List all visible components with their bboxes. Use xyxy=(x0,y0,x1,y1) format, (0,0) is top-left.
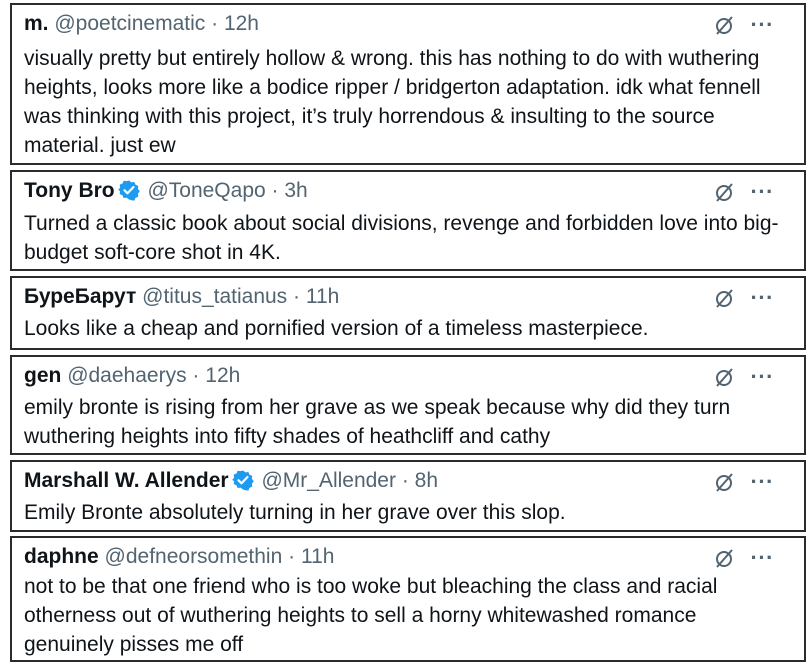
tweet-card[interactable] xyxy=(10,170,806,271)
tweet-actions xyxy=(713,468,774,496)
more-icon[interactable]: ··· xyxy=(750,179,774,204)
timestamp[interactable]: 11h xyxy=(300,545,335,568)
author-handle[interactable]: @Mr_Allender xyxy=(261,469,396,492)
tweet-card[interactable] xyxy=(10,536,806,662)
author-handle[interactable]: @titus_tatianus xyxy=(142,285,288,308)
separator-dot: · xyxy=(211,12,219,35)
timestamp[interactable]: 8h xyxy=(414,469,439,492)
tweet-card[interactable] xyxy=(10,3,806,165)
tweet-text: Looks like a cheap and pornified version of a timeless masterpiece. xyxy=(24,317,649,340)
separator-dot: · xyxy=(192,364,200,387)
timestamp[interactable]: 12h xyxy=(223,12,259,35)
author-handle[interactable]: @ToneQapo xyxy=(147,179,266,202)
tweet-card[interactable] xyxy=(10,460,806,532)
tweet-header xyxy=(24,468,694,494)
tweet-header xyxy=(24,363,694,389)
more-icon[interactable]: ··· xyxy=(750,12,774,37)
more-icon[interactable]: ··· xyxy=(750,469,774,494)
tweet-text: emily bronte is rising from her grave as we speak because why did they turn wuthering heights into fifty shades of heathcliff and cathy xyxy=(24,396,731,448)
grok-icon[interactable] xyxy=(713,14,735,36)
more-icon[interactable]: ··· xyxy=(750,364,774,389)
tweet-header xyxy=(24,284,694,310)
author-name[interactable]: daphne xyxy=(24,545,99,568)
separator-dot: · xyxy=(293,285,301,308)
author-name[interactable]: gen xyxy=(24,364,62,387)
grok-icon[interactable] xyxy=(713,366,735,388)
separator-dot: · xyxy=(288,545,296,568)
grok-icon[interactable] xyxy=(713,547,735,569)
tweet-header xyxy=(24,11,694,37)
tweet-text: Turned a classic book about social divisions, revenge and forbidden love into big-budget soft-core shot in 4K. xyxy=(24,212,779,264)
verified-badge-icon xyxy=(232,469,254,491)
tweet-actions xyxy=(713,11,774,39)
timestamp[interactable]: 11h xyxy=(305,285,340,308)
more-icon[interactable]: ··· xyxy=(750,545,774,570)
timestamp[interactable]: 3h xyxy=(284,179,308,202)
tweet-text: visually pretty but entirely hollow & wrong. this has nothing to do with wuthering heights, looks more like a bodice ripper / bridgerton adaptation. idk what fennell was thinking with this project, it’s truly horrendous & insulting to the source material. just ew xyxy=(24,47,761,157)
tweet-header xyxy=(24,544,694,570)
tweet-actions xyxy=(713,544,774,572)
author-handle[interactable]: @daehaerys xyxy=(67,364,187,387)
verified-badge-icon xyxy=(118,179,140,201)
tweet-header xyxy=(24,178,694,204)
tweet-card[interactable] xyxy=(10,276,806,350)
separator-dot: · xyxy=(401,469,409,492)
tweet-text: Emily Bronte absolutely turning in her grave over this slop. xyxy=(24,501,566,524)
tweet-actions xyxy=(713,284,774,312)
author-name[interactable]: m. xyxy=(24,12,49,35)
timestamp[interactable]: 12h xyxy=(205,364,241,387)
more-icon[interactable]: ··· xyxy=(750,285,774,310)
tweet-actions xyxy=(713,178,774,206)
grok-icon[interactable] xyxy=(713,181,735,203)
grok-icon[interactable] xyxy=(713,471,735,493)
author-handle[interactable]: @defneorsomethin xyxy=(104,545,283,568)
author-name[interactable]: БуреБарут xyxy=(24,285,137,308)
author-name[interactable]: Tony Bro xyxy=(24,179,115,202)
author-handle[interactable]: @poetcinematic xyxy=(54,12,206,35)
separator-dot: · xyxy=(271,179,279,202)
tweet-text: not to be that one friend who is too woke but bleaching the class and racial otherness out of wuthering heights to sell a horny whitewashed romance genuinely pisses me off xyxy=(24,575,718,656)
grok-icon[interactable] xyxy=(713,287,735,309)
tweet-actions xyxy=(713,363,774,391)
tweet-card[interactable] xyxy=(10,355,806,455)
author-name[interactable]: Marshall W. Allender xyxy=(24,469,229,492)
